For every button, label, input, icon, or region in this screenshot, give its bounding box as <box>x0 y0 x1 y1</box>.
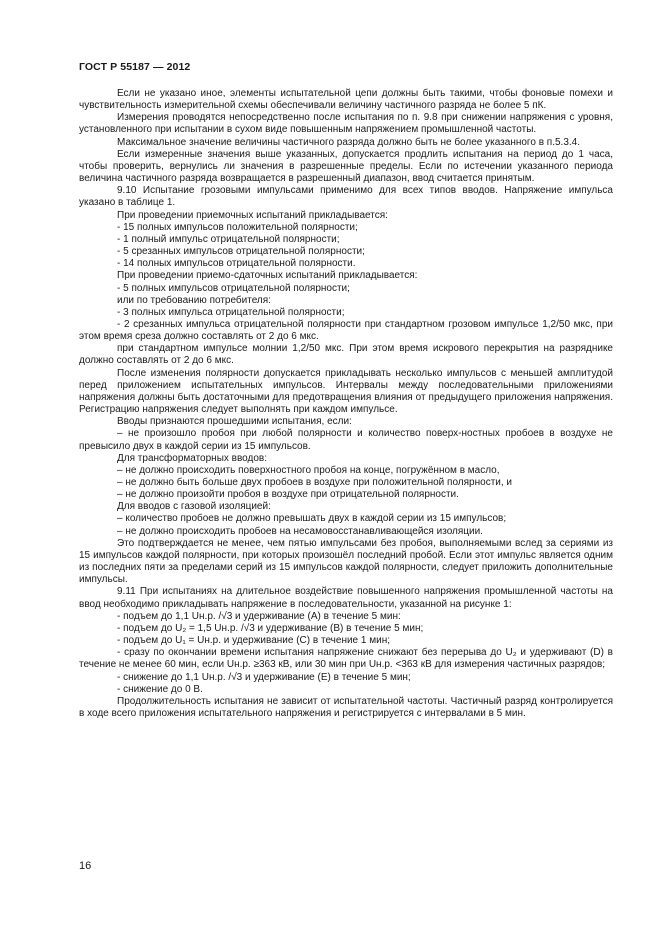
list-item: - подъем до U₁ = Uн.р. и удерживание (С) в течение 1 мин; <box>117 635 390 647</box>
list-item: – количество пробоев не должно превышать двух в каждой серии из 15 импульсов; <box>117 513 507 525</box>
list-item: – не должно происходить пробоев на несамовосстанавливающейся изоляции. <box>117 525 483 537</box>
list-item: - снижение до 1,1 Uн.р. /√3 и удерживание (Е) в течение 5 мин; <box>117 671 411 683</box>
paragraph: После изменения полярности допускается прикладывать несколько импульсов с меньшей амплитудой перед приложением испытательных импульсов. Интервалы между последовательными приложениями напряжения должны быть достаточными для предотвращения влияния от предыдущего приложения напряжения. Регистрацию напряжения следует выполнять при каждом импульсе. <box>79 367 613 416</box>
paragraph: При проведении приемо-сдаточных испытаний прикладывается: <box>117 270 418 282</box>
list-item: - подъем до 1,1 Uн.р. /√3 и удерживание (А) в течение 5 мин: <box>117 610 401 622</box>
paragraph: Для вводов с газовой изоляцией: <box>117 501 271 513</box>
list-item: – не должно быть больше двух пробоев в воздухе при положительной полярности, и <box>117 477 512 488</box>
paragraph: Если не указано иное, элементы испытательной цепи должны быть такими, чтобы фоновые помехи и чувствительность измерительной схемы обеспечивали величину частичного разряда не более 5 пК. <box>79 88 613 112</box>
paragraph: Продолжительность испытания не зависит от испытательной частоты. Частичный разряд контролируется в ходе всего приложения испытательного напряжения и регистрируется с интервалами в 5 мин. <box>79 695 613 719</box>
paragraph: при стандартном импульсе молнии 1,2/50 мкс. При этом время искрового перекрытия на разряднике должно составлять от 2 до 6 мкс. <box>79 343 613 367</box>
paragraph: При проведении приемочных испытаний прикладывается: <box>117 209 388 221</box>
list-item: - 15 полных импульсов положительной полярности; <box>117 221 358 233</box>
section-9-10: 9.10 Испытание грозовыми импульсами применимо для всех типов вводов. Напряжение импульса указано в таблице 1. <box>79 185 613 209</box>
list-item: - 2 срезанных импульса отрицательной полярности при стандартном грозовом импульсе 1,2/50 мкс, при этом время среза должно составлять от 2 до 6 мкс. <box>79 318 613 343</box>
list-item: - 5 срезанных импульсов отрицательной полярности; <box>117 246 365 258</box>
list-item: – не должно произойти пробоя в воздухе при отрицательной полярности. <box>117 489 459 501</box>
section-9-11: 9.11 При испытаниях на длительное воздействие повышенного напряжения промышленной частоты на ввод необходимо прикладывать напряжение в последовательности, указанной на рисунке 1: <box>79 586 613 610</box>
list-item: - 3 полных импульса отрицательной полярности; <box>117 306 345 318</box>
paragraph: Измерения проводятся непосредственно после испытания по п. 9.8 при снижении напряжения с уровня, установленного при испытании в сухом виде повышенным напряжением промышленной частоты. <box>79 112 613 136</box>
list-item: - 14 полных импульсов отрицательной полярности. <box>117 258 356 270</box>
list-item: - 1 полный импульс отрицательной полярности; <box>117 233 340 245</box>
standard-header: ГОСТ Р 55187 — 2012 <box>79 61 191 73</box>
list-item: – не должно происходить поверхностного пробоя на конце, погружённом в масло, <box>117 464 500 476</box>
list-item: - 5 полных импульсов отрицательной полярности; <box>117 282 350 294</box>
document-body <box>79 88 613 720</box>
page-number: 16 <box>79 860 92 872</box>
paragraph: Максимальное значение величины частичного разряда должно быть не более указанного в п.5.3.4. <box>117 136 581 148</box>
paragraph: Если измеренные значения выше указанных, допускается продлить испытания на период до 1 часа, чтобы проверить, вернулись ли значения в разрешенные пределы. Если по истечении указанного периода величина частичного разряда возвращается в разрешенный диапазон, ввод считается принятым. <box>79 148 613 185</box>
list-item: - подъем до U₂ = 1,5 Uн.р. /√3 и удерживание (В) в течение 5 мин; <box>117 622 424 634</box>
list-item: - сразу по окончании времени испытания напряжение снижают без перерыва до U₂ и удерживают (D) в течение не менее 60 мин, если Uн.р. ≥363 кВ, или 30 мин при Uн.р. <363 кВ для измерения частичных разрядов; <box>79 647 613 671</box>
list-item: или по требованию потребителя: <box>117 294 271 306</box>
list-item: – не произошло пробоя при любой полярности и количество поверх-ностных пробоев в воздухе не превысило двух в каждой серии из 15 импульсов. <box>79 428 613 452</box>
list-item: - снижение до 0 В. <box>117 683 203 695</box>
paragraph: Это подтверждается не менее, чем пятью импульсами без пробоя, выполняемыми вслед за сериями из 15 импульсов каждой полярности, при которых произошёл последний пробой. Если этот импульс является одним из последних пяти за пределами серий из 15 импульсов каждой полярности, следует приложить дополнительные импульсы. <box>79 537 613 586</box>
paragraph: Вводы признаются прошедшими испытания, если: <box>117 416 352 428</box>
paragraph: Для трансформаторных вводов: <box>117 452 268 464</box>
